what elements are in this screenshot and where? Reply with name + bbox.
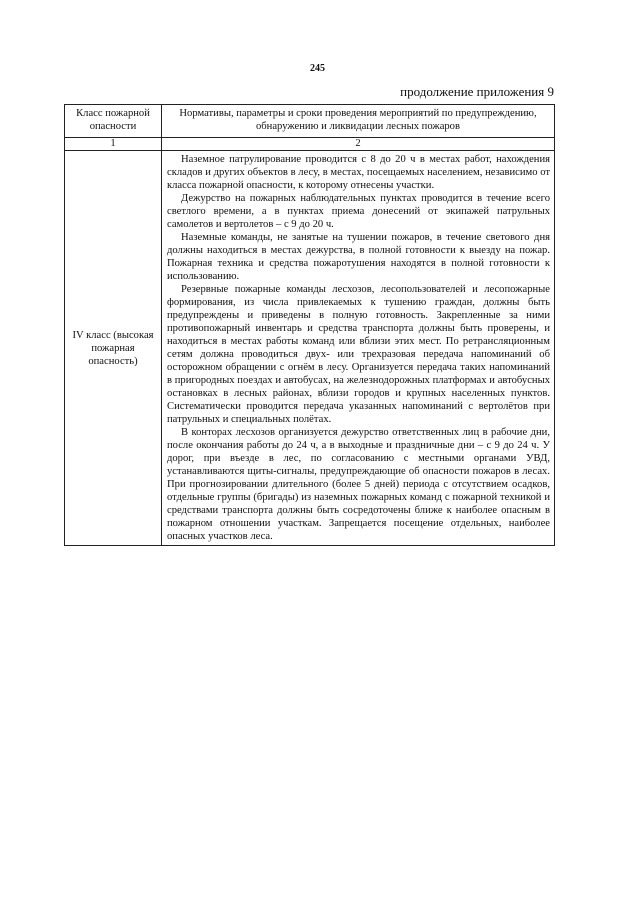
measures-cell [162,151,555,546]
paragraph-observation-duty: Дежурство на пожарных наблюдательных пунктах проводится в течение всего светлого времени, а в пунктах приема донесений от экипажей патрульных самолетов и вертолетов – с 9 до 20 ч. [167,193,550,230]
appendix-continuation-label: продолжение приложения 9 [400,84,554,99]
paragraph-ground-teams: Наземные команды, не занятые на тушении пожаров, в течение светового дня должны находиться в местах дежурства, в полной готовности к выезду на пожар. Пожарная техника и средства пожаротушения находятся в полной готовности к использованию. [167,232,550,282]
column-number-2: 2 [162,138,555,151]
header-col-hazard-class: Класс пожарной опасности [65,105,162,138]
hazard-class-cell: IV класс (высокая пожарная опасность) [65,151,162,546]
paragraph-reserve-teams: Резервные пожарные команды лесхозов, лесопользователей и лесопожарные формирования, из числа привлекаемых к тушению граждан, должны быть предупреждены и приведены в полную готовность. Закрепленные за ними противопожарный инвентарь и средства транспорта должны быть проверены, и находиться в местах работы команд или вблизи этих мест. По ретрансляционным сетям должна проводиться двух- или трехразовая передача напоминаний об осторожном обращении с огнём в лесу. Организуется передача таких напоминаний в пригородных поездах и автобусах, на железнодорожных платформах и автобусных остановках в лесных районах, вблизи городов и крупных населенных пунктов. Систематически проводится передача указанных напоминаний с вертолётов при патрульных и специальных полётах. [167,284,550,425]
paragraph-ground-patrol: Наземное патрулирование проводится с 8 до 20 ч в местах работ, нахождения складов и других объектов в лесу, в местах, посещаемых населением, независимо от класса пожарной опасности, к которому отнесены участки. [167,154,550,191]
table-header-row [65,105,555,138]
page-number: 245 [310,63,325,74]
paragraph-office-duty: В конторах лесхозов организуется дежурство ответственных лиц в рабочие дни, после окончания работы до 24 ч, а в выходные и праздничные дни – с 9 до 24 ч. У дорог, при въезде в лес, по согласованию с местными органами УВД, устанавливаются щиты-сигналы, предупреждающие об опасности пожаров в лесах. При прогнозировании длительного (более 5 дней) периода с отсутствием осадков, отдельные группы (бригады) из наземных пожарных команд с пожарной техникой и средствами транспорта должны быть сосредоточены ближе к наиболее опасным в пожарном отношении участкам. Запрещается посещение отдельных, наиболее опасных участков леса. [167,427,550,542]
table-number-row [65,138,555,151]
column-number-1: 1 [65,138,162,151]
header-col-standards: Нормативы, параметры и сроки проведения мероприятий по предупреждению, обнаружению и ликвидации лесных пожаров [162,105,555,138]
table-row [65,151,555,546]
fire-hazard-table [64,104,555,546]
